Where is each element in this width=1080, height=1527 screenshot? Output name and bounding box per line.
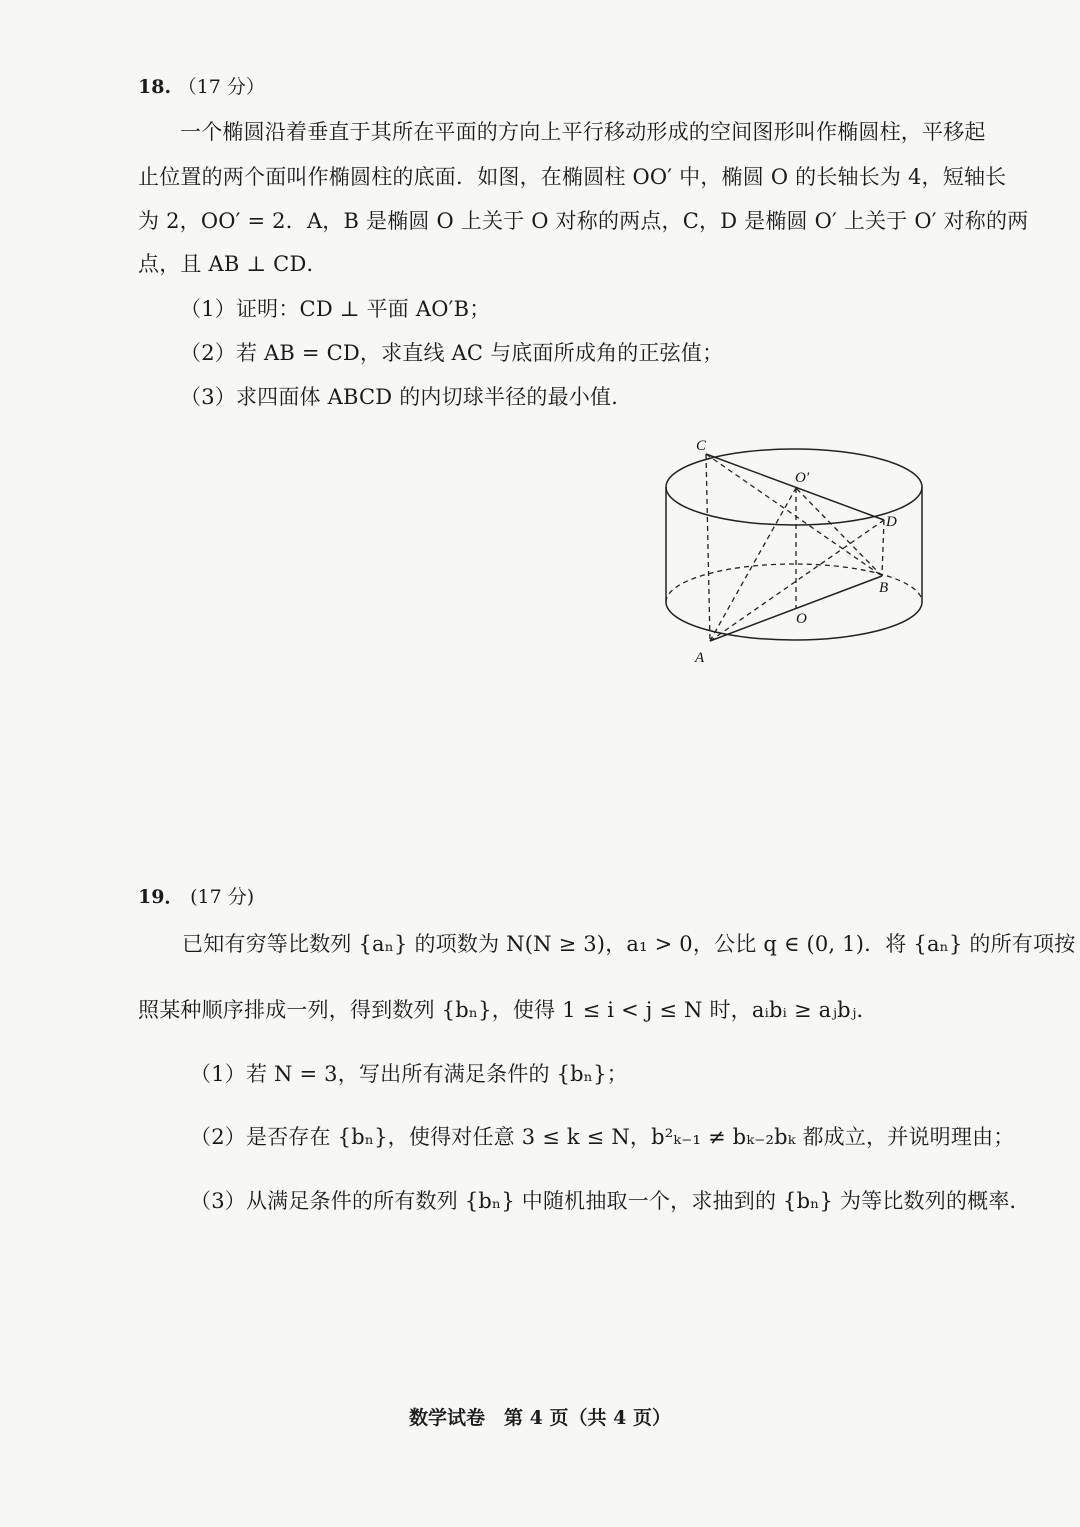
q18-number: 18. <box>138 76 172 98</box>
q18-part-2: （2）若 AB = CD，求直线 AC 与底面所成角的正弦值； <box>180 341 724 365</box>
q18-part-1: （1）证明：CD ⊥ 平面 AO′B； <box>180 297 491 321</box>
q19-part-3: （3）从满足条件的所有数列 {bₙ} 中随机抽取一个，求抽到的 {bₙ} 为等比数列的概率． <box>190 1189 1031 1213</box>
page-footer: 数学试卷 第 4 页（共 4 页） <box>409 1407 671 1429</box>
q18-stem-line-4: 点，且 AB ⊥ CD． <box>138 252 328 276</box>
segment-CA <box>706 454 710 641</box>
q19-part-1: （1）若 N = 3，写出所有满足条件的 {bₙ}； <box>190 1062 628 1086</box>
segment-BO-prime <box>796 488 882 576</box>
q19-heading <box>138 882 254 909</box>
segment-CD <box>706 454 884 520</box>
q18-stem-line-2: 止位置的两个面叫作椭圆柱的底面．如图，在椭圆柱 OO′ 中，椭圆 O 的长轴长为 4，短轴长 <box>138 165 1007 189</box>
q18-heading <box>138 72 265 99</box>
segment-CB <box>706 454 882 576</box>
q18-stem-line-3: 为 2，OO′ = 2．A，B 是椭圆 O 上关于 O 对称的两点，C，D 是椭圆 O′ 上关于 O′ 对称的两 <box>138 209 1029 233</box>
q18-points: （17 分） <box>177 76 265 98</box>
label-O: O <box>796 611 807 627</box>
label-B: B <box>879 580 889 596</box>
q19-stem-line-2: 照某种顺序排成一列，得到数列 {bₙ}，使得 1 ≤ i < j ≤ N 时，aᵢbᵢ ≥ aⱼbⱼ． <box>138 998 878 1022</box>
label-D: D <box>886 514 897 530</box>
q19-part-2: （2）是否存在 {bₙ}，使得对任意 3 ≤ k ≤ N，b²ₖ₋₁ ≠ bₖ₋₂bₖ 都成立，并说明理由； <box>190 1125 1015 1149</box>
q19-number: 19． <box>138 886 184 908</box>
q18-part-3: （3）求四面体 ABCD 的内切球半径的最小值． <box>180 385 633 409</box>
q19-points: (17 分) <box>190 886 255 908</box>
bottom-front-arc <box>666 602 922 640</box>
label-O-prime: O′ <box>795 470 810 486</box>
segment-DB <box>882 520 884 576</box>
label-A: A <box>695 650 705 666</box>
q19-stem-line-1: 已知有穷等比数列 {aₙ} 的项数为 N(N ≥ 3)，a₁ > 0，公比 q ∈ (0, 1)．将 {aₙ} 的所有项按 <box>182 932 1076 956</box>
segment-AB <box>710 576 882 641</box>
q18-stem-line-1: 一个椭圆沿着垂直于其所在平面的方向上平行移动形成的空间图形叫作椭圆柱，平移起 <box>180 120 986 144</box>
label-C: C <box>696 438 707 454</box>
q18-figure <box>650 430 940 670</box>
